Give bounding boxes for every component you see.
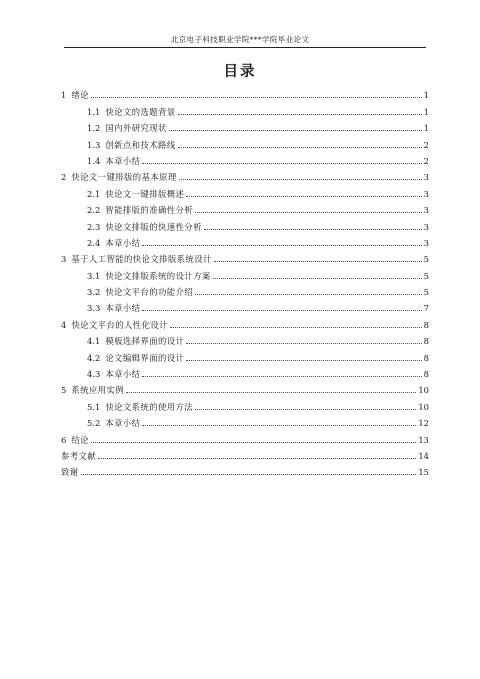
toc-entry-page-number: 8 bbox=[423, 336, 429, 347]
toc-entry-title: 快论文系统的使用方法 bbox=[105, 401, 194, 412]
toc-entry-number: 5.1 bbox=[87, 401, 101, 412]
table-of-contents bbox=[61, 84, 429, 477]
toc-chapter-entry[interactable] bbox=[61, 428, 429, 444]
toc-dot-leader bbox=[179, 179, 422, 180]
toc-entry-page-number: 1 bbox=[423, 123, 429, 134]
toc-entry-page-number: 7 bbox=[423, 303, 429, 314]
toc-entry-title: 本章小结 bbox=[105, 237, 141, 248]
toc-section-entry[interactable] bbox=[61, 395, 429, 411]
toc-entry-page-number: 5 bbox=[423, 270, 429, 281]
toc-dot-leader bbox=[186, 343, 421, 344]
toc-dot-leader bbox=[186, 360, 421, 361]
toc-entry-title: 快论文排版的快速性分析 bbox=[105, 221, 202, 232]
toc-entry-number: 3 bbox=[61, 254, 67, 265]
toc-entry-page-number: 8 bbox=[423, 352, 429, 363]
toc-entry-page-number: 2 bbox=[423, 155, 429, 166]
toc-entry-title: 结论 bbox=[71, 434, 89, 445]
toc-chapter-entry[interactable] bbox=[61, 248, 429, 264]
toc-entry-title: 快论文排版系统的设计方案 bbox=[105, 270, 211, 281]
toc-entry-title: 创新点和技术路线 bbox=[105, 139, 176, 150]
toc-entry-number: 2.4 bbox=[87, 237, 101, 248]
toc-entry-page-number: 8 bbox=[423, 369, 429, 380]
toc-dot-leader bbox=[204, 229, 422, 230]
toc-entry-page-number: 3 bbox=[423, 221, 429, 232]
toc-entry-title: 本章小结 bbox=[105, 369, 141, 380]
toc-entry-number: 3.3 bbox=[87, 303, 101, 314]
toc-entry-title: 国内外研究现状 bbox=[105, 123, 167, 134]
toc-entry-page-number: 15 bbox=[418, 467, 429, 478]
toc-entry-number: 3.2 bbox=[87, 287, 101, 298]
toc-entry-title: 论文编辑界面的设计 bbox=[105, 352, 185, 363]
toc-section-entry[interactable] bbox=[61, 133, 429, 149]
toc-dot-leader bbox=[142, 310, 421, 311]
toc-entry-page-number: 3 bbox=[423, 237, 429, 248]
toc-entry-number: 1.3 bbox=[87, 139, 101, 150]
toc-entry-number: 1.4 bbox=[87, 155, 101, 166]
toc-entry-number: 5 bbox=[61, 385, 67, 396]
toc-entry-title: 本章小结 bbox=[105, 418, 141, 429]
toc-section-entry[interactable] bbox=[61, 264, 429, 280]
toc-entry-page-number: 12 bbox=[418, 418, 429, 429]
toc-entry-title: 快论文一键排版概述 bbox=[105, 188, 185, 199]
toc-dot-leader bbox=[186, 196, 421, 197]
toc-dot-leader bbox=[98, 458, 416, 459]
toc-dot-leader bbox=[142, 245, 421, 246]
toc-entry-number: 6 bbox=[61, 434, 67, 445]
toc-section-entry[interactable] bbox=[61, 330, 429, 346]
toc-entry-number: 4.1 bbox=[87, 336, 101, 347]
toc-section-entry[interactable] bbox=[61, 412, 429, 428]
toc-entry-title: 致谢 bbox=[61, 467, 79, 478]
toc-entry-page-number: 8 bbox=[423, 319, 429, 330]
toc-dot-leader bbox=[91, 97, 422, 98]
toc-dot-leader bbox=[214, 261, 422, 262]
toc-entry-number: 1.1 bbox=[87, 106, 101, 117]
toc-entry-number: 4 bbox=[61, 319, 67, 330]
toc-dot-leader bbox=[170, 327, 422, 328]
toc-entry-title: 快论文平台的人性化设计 bbox=[71, 319, 168, 330]
toc-entry-page-number: 5 bbox=[423, 287, 429, 298]
toc-entry-title: 本章小结 bbox=[105, 303, 141, 314]
toc-chapter-entry[interactable] bbox=[61, 166, 429, 182]
toc-section-entry[interactable] bbox=[61, 100, 429, 116]
toc-entry-title: 系统应用实例 bbox=[71, 385, 124, 396]
toc-entry-title: 参考文献 bbox=[61, 450, 97, 461]
toc-entry-title: 模板选择界面的设计 bbox=[105, 336, 185, 347]
toc-entry-page-number: 3 bbox=[423, 172, 429, 183]
toc-entry-title: 本章小结 bbox=[105, 155, 141, 166]
toc-section-entry[interactable] bbox=[61, 297, 429, 313]
toc-chapter-entry[interactable] bbox=[61, 461, 429, 477]
toc-section-entry[interactable] bbox=[61, 182, 429, 198]
toc-chapter-entry[interactable] bbox=[61, 445, 429, 461]
toc-entry-title: 基于人工智能的快论文排版系统设计 bbox=[71, 254, 212, 265]
toc-section-entry[interactable] bbox=[61, 150, 429, 166]
toc-entry-page-number: 10 bbox=[418, 401, 429, 412]
toc-entry-number: 2 bbox=[61, 172, 67, 183]
toc-dot-leader bbox=[81, 474, 417, 475]
toc-dot-leader bbox=[142, 425, 416, 426]
toc-entry-title: 智能排版的准确性分析 bbox=[105, 205, 194, 216]
toc-entry-number: 1.2 bbox=[87, 123, 101, 134]
toc-entry-title: 快论文的选题背景 bbox=[105, 106, 176, 117]
toc-dot-leader bbox=[195, 212, 422, 213]
toc-entry-page-number: 5 bbox=[423, 254, 429, 265]
toc-dot-leader bbox=[195, 409, 416, 410]
toc-entry-number: 4.2 bbox=[87, 352, 101, 363]
toc-section-entry[interactable] bbox=[61, 117, 429, 133]
toc-entry-title: 快论文一键排版的基本原理 bbox=[71, 172, 177, 183]
header-divider bbox=[64, 47, 426, 48]
toc-entry-number: 2.1 bbox=[87, 188, 101, 199]
toc-entry-page-number: 13 bbox=[418, 434, 429, 445]
toc-section-entry[interactable] bbox=[61, 281, 429, 297]
toc-entry-number: 3.1 bbox=[87, 270, 101, 281]
toc-dot-leader bbox=[178, 147, 422, 148]
toc-entry-title: 快论文平台的功能介绍 bbox=[105, 287, 194, 298]
toc-entry-number: 5.2 bbox=[87, 418, 101, 429]
toc-dot-leader bbox=[195, 294, 422, 295]
toc-chapter-entry[interactable] bbox=[61, 313, 429, 329]
toc-entry-page-number: 3 bbox=[423, 205, 429, 216]
toc-entry-title: 绪论 bbox=[71, 90, 89, 101]
toc-dot-leader bbox=[213, 278, 422, 279]
toc-dot-leader bbox=[142, 163, 421, 164]
toc-dot-leader bbox=[142, 376, 421, 377]
toc-dot-leader bbox=[178, 114, 422, 115]
running-header: 北京电子科技职业学院***学院毕业论文 bbox=[170, 35, 310, 44]
toc-entry-page-number: 1 bbox=[423, 90, 429, 101]
toc-entry-page-number: 2 bbox=[423, 139, 429, 150]
toc-dot-leader bbox=[169, 130, 422, 131]
toc-title: 目录 bbox=[223, 64, 257, 80]
toc-section-entry[interactable] bbox=[61, 199, 429, 215]
toc-section-entry[interactable] bbox=[61, 232, 429, 248]
toc-entry-number: 2.2 bbox=[87, 205, 101, 216]
toc-entry-page-number: 10 bbox=[418, 385, 429, 396]
toc-entry-page-number: 14 bbox=[418, 450, 429, 461]
toc-dot-leader bbox=[91, 442, 416, 443]
toc-entry-number: 2.3 bbox=[87, 221, 101, 232]
toc-section-entry[interactable] bbox=[61, 346, 429, 362]
toc-section-entry[interactable] bbox=[61, 363, 429, 379]
toc-entry-number: 1 bbox=[61, 90, 67, 101]
toc-chapter-entry[interactable] bbox=[61, 379, 429, 395]
toc-section-entry[interactable] bbox=[61, 215, 429, 231]
toc-dot-leader bbox=[126, 392, 416, 393]
toc-entry-page-number: 3 bbox=[423, 188, 429, 199]
toc-chapter-entry[interactable] bbox=[61, 84, 429, 100]
toc-entry-number: 4.3 bbox=[87, 369, 101, 380]
toc-entry-page-number: 1 bbox=[423, 106, 429, 117]
